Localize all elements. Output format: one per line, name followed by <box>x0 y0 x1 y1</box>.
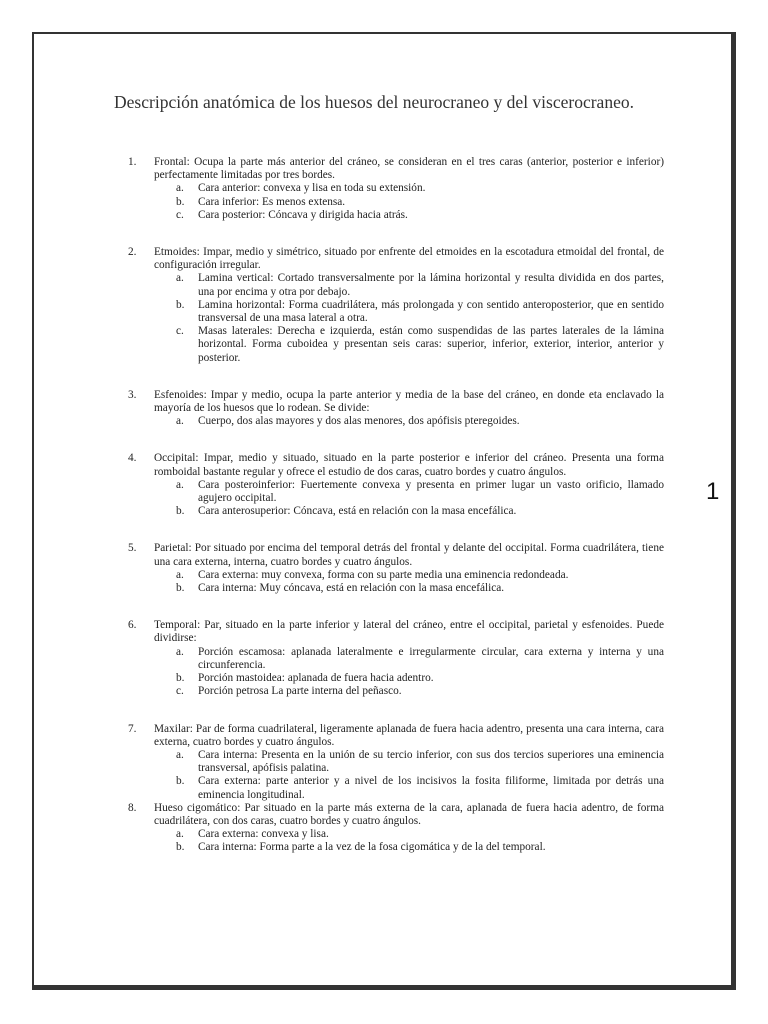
sub-item <box>154 569 664 582</box>
document-page <box>32 32 736 990</box>
sub-item <box>154 685 664 698</box>
list-item-frontal <box>118 156 664 222</box>
sub-item <box>154 841 664 854</box>
sub-text: Cuerpo, dos alas mayores y dos alas menores, dos apófisis pteregoides. <box>198 415 520 428</box>
sub-text: Porción mastoidea: aplanada de fuera hacia adentro. <box>198 672 434 685</box>
sub-letter: b. <box>176 775 185 788</box>
item-number: 3. <box>128 388 137 401</box>
sub-list <box>154 828 664 854</box>
item-number: 2. <box>128 246 137 259</box>
item-text: Maxilar: Par de forma cuadrilateral, ligeramente aplanada de fuera hacia adentro, presenta una cara interna, cara externa, cuatro bordes y cuatro ángulos. <box>154 722 664 748</box>
sub-letter: c. <box>176 208 184 221</box>
sub-text: Cara externa: parte anterior y a nivel de los incisivos la fosita filiforme, limitada por detrás una eminencia longitudinal. <box>198 775 664 801</box>
sub-item <box>154 646 664 672</box>
sub-letter: a. <box>176 645 184 658</box>
list-item-maxilar <box>118 723 664 802</box>
item-text: Frontal: Ocupa la parte más anterior del cráneo, se consideran en el tres caras (anterior, posterior e inferior) perfectamente limitadas por tres bordes. <box>154 156 664 182</box>
sub-letter: c. <box>176 685 184 698</box>
sub-list <box>154 646 664 699</box>
sub-letter: b. <box>176 505 185 518</box>
sub-item <box>154 582 664 595</box>
sub-item <box>154 196 664 209</box>
sub-text: Cara posteroinferior: Fuertemente convexa y presenta en primer lugar un vasto orificio, llamado agujero occipital. <box>198 478 664 505</box>
list-item-occipital <box>118 452 664 518</box>
sub-text: Cara interna: Presenta en la unión de su tercio inferior, con sus dos tercios superiores una eminencia transversal, apófisis palatina. <box>198 748 664 775</box>
sub-item <box>154 209 664 222</box>
sub-text: Cara posterior: Cóncava y dirigida hacia atrás. <box>198 208 408 221</box>
sub-letter: a. <box>176 748 184 761</box>
list-item-temporal <box>118 619 664 698</box>
sub-item <box>154 415 664 428</box>
item-text: Etmoides: Impar, medio y simétrico, situado por enfrente del etmoides en la escotadura etmoidal del frontal, de configuración irregular. <box>154 246 664 272</box>
sub-text: Cara inferior: Es menos extensa. <box>198 195 346 208</box>
sub-list <box>154 569 664 595</box>
sub-list <box>154 479 664 519</box>
sub-text: Lamina horizontal: Forma cuadrilátera, más prolongada y con sentido anteroposterior, que en sentido transversal de una masa lateral a otra. <box>198 298 664 325</box>
item-number: 7. <box>128 722 137 735</box>
list-item-etmoides <box>118 246 664 365</box>
sub-item <box>154 749 664 775</box>
sub-item <box>154 672 664 685</box>
item-number: 1. <box>128 156 137 168</box>
sub-item <box>154 479 664 505</box>
sub-text: Masas laterales: Derecha e izquierda, están como suspendidas de las partes laterales de la lámina horizontal. Forma cuboidea y presentan seis caras: superior, inferior, exterior, interior, anterior y posterior. <box>198 325 664 364</box>
sub-list <box>154 415 664 428</box>
list-item-parietal <box>118 542 664 595</box>
item-number: 5. <box>128 542 137 555</box>
sub-letter: b. <box>176 195 185 208</box>
sub-text: Cara interna: Forma parte a la vez de la fosa cigomática y de la del temporal. <box>198 841 546 854</box>
sub-item <box>154 775 664 801</box>
sub-letter: a. <box>176 272 184 285</box>
sub-text: Cara interna: Muy cóncava, está en relación con la masa encefálica. <box>198 582 505 595</box>
sub-text: Lamina vertical: Cortado transversalmente por la lámina horizontal y resulta dividida en dos partes, una por encima y otra por debajo. <box>198 272 664 298</box>
sub-item <box>154 182 664 195</box>
item-text: Hueso cigomático: Par situado en la parte más externa de la cara, aplanada de fuera hacia adentro, de forma cuadrilátera, con dos caras, cuatro bordes y cuatro ángulos. <box>154 801 664 827</box>
list-item-cigomatico <box>118 802 664 855</box>
sub-letter: a. <box>176 828 184 841</box>
sub-text: Cara anterior: convexa y lisa en toda su extensión. <box>198 182 426 195</box>
document-title: Descripción anatómica de los huesos del neurocraneo y del viscerocraneo. <box>114 92 634 112</box>
item-number: 4. <box>128 452 137 465</box>
sub-item <box>154 325 664 365</box>
sub-text: Cara externa: muy convexa, forma con su parte media una eminencia redondeada. <box>198 568 569 581</box>
sub-item <box>154 272 664 298</box>
sub-item <box>154 505 664 518</box>
page-number: 1 <box>706 478 720 505</box>
sub-letter: b. <box>176 841 185 854</box>
item-number: 8. <box>128 801 137 814</box>
item-number: 6. <box>128 619 137 632</box>
sub-text: Cara anterosuperior: Cóncava, está en relación con la masa encefálica. <box>198 505 517 518</box>
sub-list <box>154 182 664 222</box>
item-text: Esfenoides: Impar y medio, ocupa la parte anterior y media de la base del cráneo, en donde eta enclavado la mayoría de los huesos que lo rodean. Se divide: <box>154 388 664 415</box>
list-item-esfenoides <box>118 389 664 429</box>
sub-text: Cara externa: convexa y lisa. <box>198 828 329 841</box>
sub-list <box>154 749 664 802</box>
sub-letter: a. <box>176 182 184 195</box>
sub-item <box>154 299 664 325</box>
sub-list <box>154 272 664 364</box>
item-text: Temporal: Par, situado en la parte inferior y lateral del cráneo, entre el occipital, parietal y esfenoides. Puede dividirse: <box>154 619 664 645</box>
sub-letter: c. <box>176 325 184 338</box>
sub-text: Porción escamosa: aplanada lateralmente e irregularmente circular, cara externa y interna y una circunferencia. <box>198 645 664 671</box>
item-text: Parietal: Por situado por encima del temporal detrás del frontal y delante del occipital. Forma cuadrilátera, tiene una cara externa, interna, cuatro bordes y cuatro ángulos. <box>154 542 664 568</box>
item-text: Occipital: Impar, medio y situado, situado en la parte posterior e inferior del cráneo. Presenta una forma romboidal bastante regular y ofrece el estudio de dos caras, cuatro bordes y cuatro ángulos. <box>154 452 664 478</box>
sub-letter: a. <box>176 415 184 428</box>
sub-item <box>154 828 664 841</box>
sub-letter: b. <box>176 298 185 311</box>
sub-letter: b. <box>176 672 185 685</box>
document-content <box>118 156 664 855</box>
sub-letter: a. <box>176 568 184 581</box>
sub-letter: b. <box>176 582 185 595</box>
sub-text: Porción petrosa La parte interna del peñasco. <box>198 685 402 698</box>
sub-letter: a. <box>176 478 184 491</box>
